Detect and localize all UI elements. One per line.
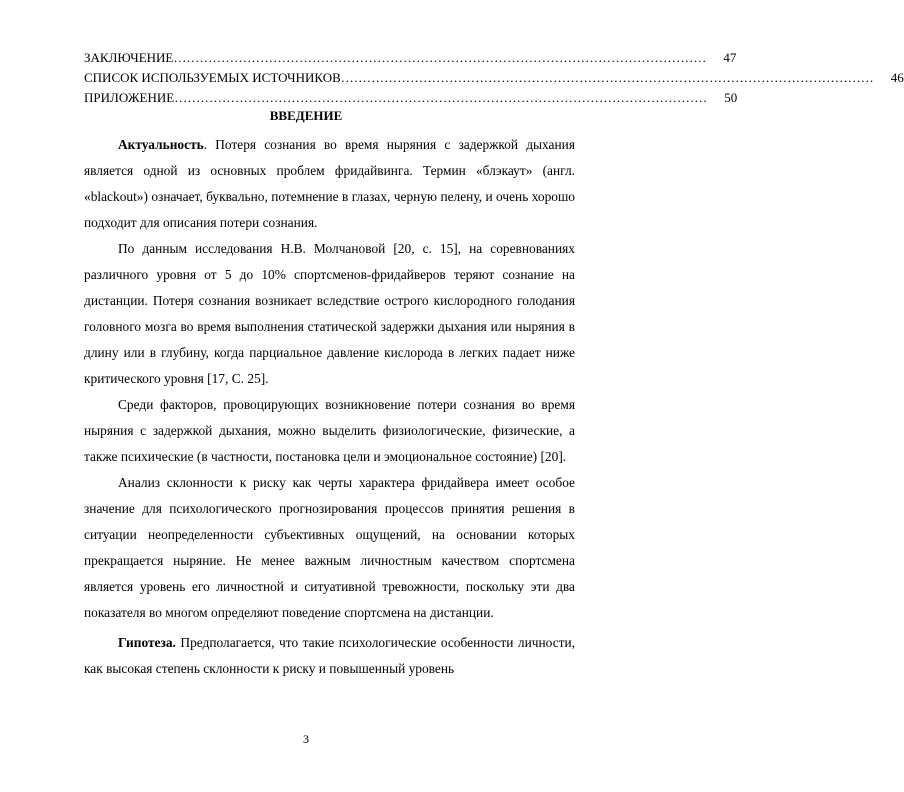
toc-entry-label: ПРИЛОЖЕНИЕ bbox=[84, 90, 175, 105]
paragraph-actuality bbox=[84, 132, 575, 236]
toc-entry-page: 47 bbox=[723, 50, 737, 65]
paragraph-risk-analysis: Анализ склонности к риску как черты характера фридайвера имеет особое значение для психологического прогнозирования процессов принятия решения в ситуации неопределенности субъективных ощущений, на основании которых прекращается ныряние. Не менее важным личностным качеством спортсмена является уровень его личностной и ситуативной тревожности, поскольку эти два показателя во многом определяют поведение спортсмена на дистанции. bbox=[84, 475, 575, 620]
toc-entry-page: 50 bbox=[724, 90, 738, 105]
toc-entry-label: СПИСОК ИСПОЛЬЗУЕМЫХ ИСТОЧНИКОВ bbox=[84, 70, 341, 85]
table-of-contents bbox=[84, 48, 904, 108]
toc-entry-page: 46 bbox=[890, 70, 904, 85]
body-text bbox=[84, 132, 575, 682]
toc-leader-dots: …………………………………………………………………………………………………………… bbox=[174, 90, 708, 105]
hypothesis-term: Гипотеза. bbox=[118, 635, 176, 650]
page-number: 3 bbox=[303, 732, 309, 746]
toc-leader-dots: …………………………………………………………………………………………………………… bbox=[173, 50, 707, 65]
toc-leader-dots: …………………………………………………………………………………………………………… bbox=[340, 70, 874, 85]
section-heading: ВВЕДЕНИЕ bbox=[269, 108, 343, 123]
toc-entry-label: ЗАКЛЮЧЕНИЕ bbox=[84, 50, 174, 65]
actuality-term: Актуальность bbox=[118, 137, 204, 152]
toc-entry bbox=[84, 68, 904, 88]
toc-entry bbox=[84, 88, 738, 108]
paragraph-research-data: По данным исследования Н.В. Молчановой [20, с. 15], на соревнованиях различного уровня от 5 до 10% спортсменов-фридайверов теряют сознание на дистанции. Потеря сознания возникает вследствие острого кислородного голодания головного мозга во время выполнения статической задержки дыхания или ныряния в длину или в глубину, когда парциальное давление кислорода в легких падает ниже критического уровня [17, С. 25]. bbox=[84, 241, 575, 386]
paragraph-hypothesis bbox=[84, 630, 575, 682]
actuality-text: . Потеря сознания во время ныряния с задержкой дыхания является одной из основных проблем фридайвинга. Термин «блэкаут» (англ. «blackout») означает, буквально, потемнение в глазах, черную пелену, и очень хорошо подходит для описания потери сознания. bbox=[84, 137, 575, 230]
paragraph-factors: Среди факторов, провоцирующих возникновение потери сознания во время ныряния с задержкой дыхания, можно выделить физиологические, физические, а также психические (в частности, постановка цели и эмоциональное состояние) [20]. bbox=[84, 397, 575, 464]
hypothesis-text: Предполагается, что такие психологические особенности личности, как высокая степень склонности к риску и повышенный уровень bbox=[84, 635, 575, 676]
toc-entry bbox=[84, 48, 737, 68]
